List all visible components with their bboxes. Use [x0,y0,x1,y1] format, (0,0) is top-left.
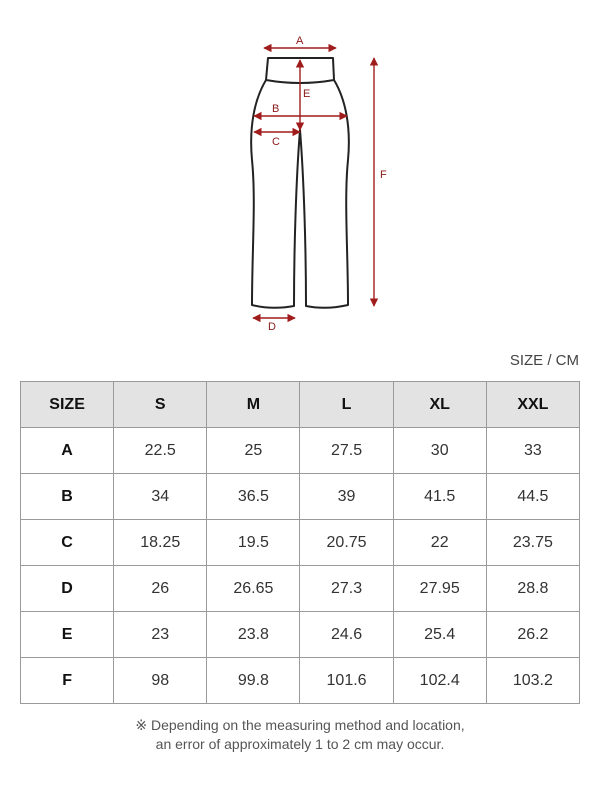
table-cell: 44.5 [486,474,579,520]
note-line-2: an error of approximately 1 to 2 cm may occur. [155,736,445,752]
table-row [21,474,580,520]
row-label: E [21,612,114,658]
table-cell: 27.95 [393,566,486,612]
table-cell: 20.75 [300,520,393,566]
pants-measurement-diagram [0,0,600,345]
size-table [20,381,580,704]
table-cell: 30 [393,428,486,474]
label-f: F [380,169,387,181]
table-row [21,566,580,612]
header-m: M [207,382,300,428]
header-xxl: XXL [486,382,579,428]
row-label: A [21,428,114,474]
row-label: B [21,474,114,520]
table-cell: 26.2 [486,612,579,658]
table-row [21,520,580,566]
row-label: F [21,658,114,704]
table-cell: 101.6 [300,658,393,704]
table-cell: 36.5 [207,474,300,520]
label-d: D [268,321,276,333]
table-cell: 103.2 [486,658,579,704]
label-c: C [272,136,280,148]
table-cell: 41.5 [393,474,486,520]
right-leg-outline [300,80,349,308]
table-cell: 98 [114,658,207,704]
table-cell: 25 [207,428,300,474]
header-s: S [114,382,207,428]
unit-label: SIZE / CM [509,352,579,369]
table-cell: 28.8 [486,566,579,612]
table-cell: 102.4 [393,658,486,704]
table-cell: 34 [114,474,207,520]
header-xl: XL [393,382,486,428]
table-cell: 22 [393,520,486,566]
table-row [21,658,580,704]
table-cell: 25.4 [393,612,486,658]
table-cell: 19.5 [207,520,300,566]
note-line-1: ※ Depending on the measuring method and location, [135,717,465,733]
label-e: E [303,88,311,100]
table-row [21,612,580,658]
table-cell: 99.8 [207,658,300,704]
table-cell: 26.65 [207,566,300,612]
table-cell: 22.5 [114,428,207,474]
table-cell: 23.8 [207,612,300,658]
table-cell: 27.5 [300,428,393,474]
table-cell: 23.75 [486,520,579,566]
table-row [21,428,580,474]
table-header-row [21,382,580,428]
label-a: A [296,35,304,47]
table-cell: 39 [300,474,393,520]
table-cell: 33 [486,428,579,474]
label-b: B [272,103,280,115]
table-cell: 18.25 [114,520,207,566]
header-l: L [300,382,393,428]
measurement-arrows [253,48,374,318]
table-cell: 26 [114,566,207,612]
header-size: SIZE [21,382,114,428]
row-label: D [21,566,114,612]
row-label: C [21,520,114,566]
table-cell: 24.6 [300,612,393,658]
table-cell: 27.3 [300,566,393,612]
table-cell: 23 [114,612,207,658]
measurement-note [0,716,600,754]
